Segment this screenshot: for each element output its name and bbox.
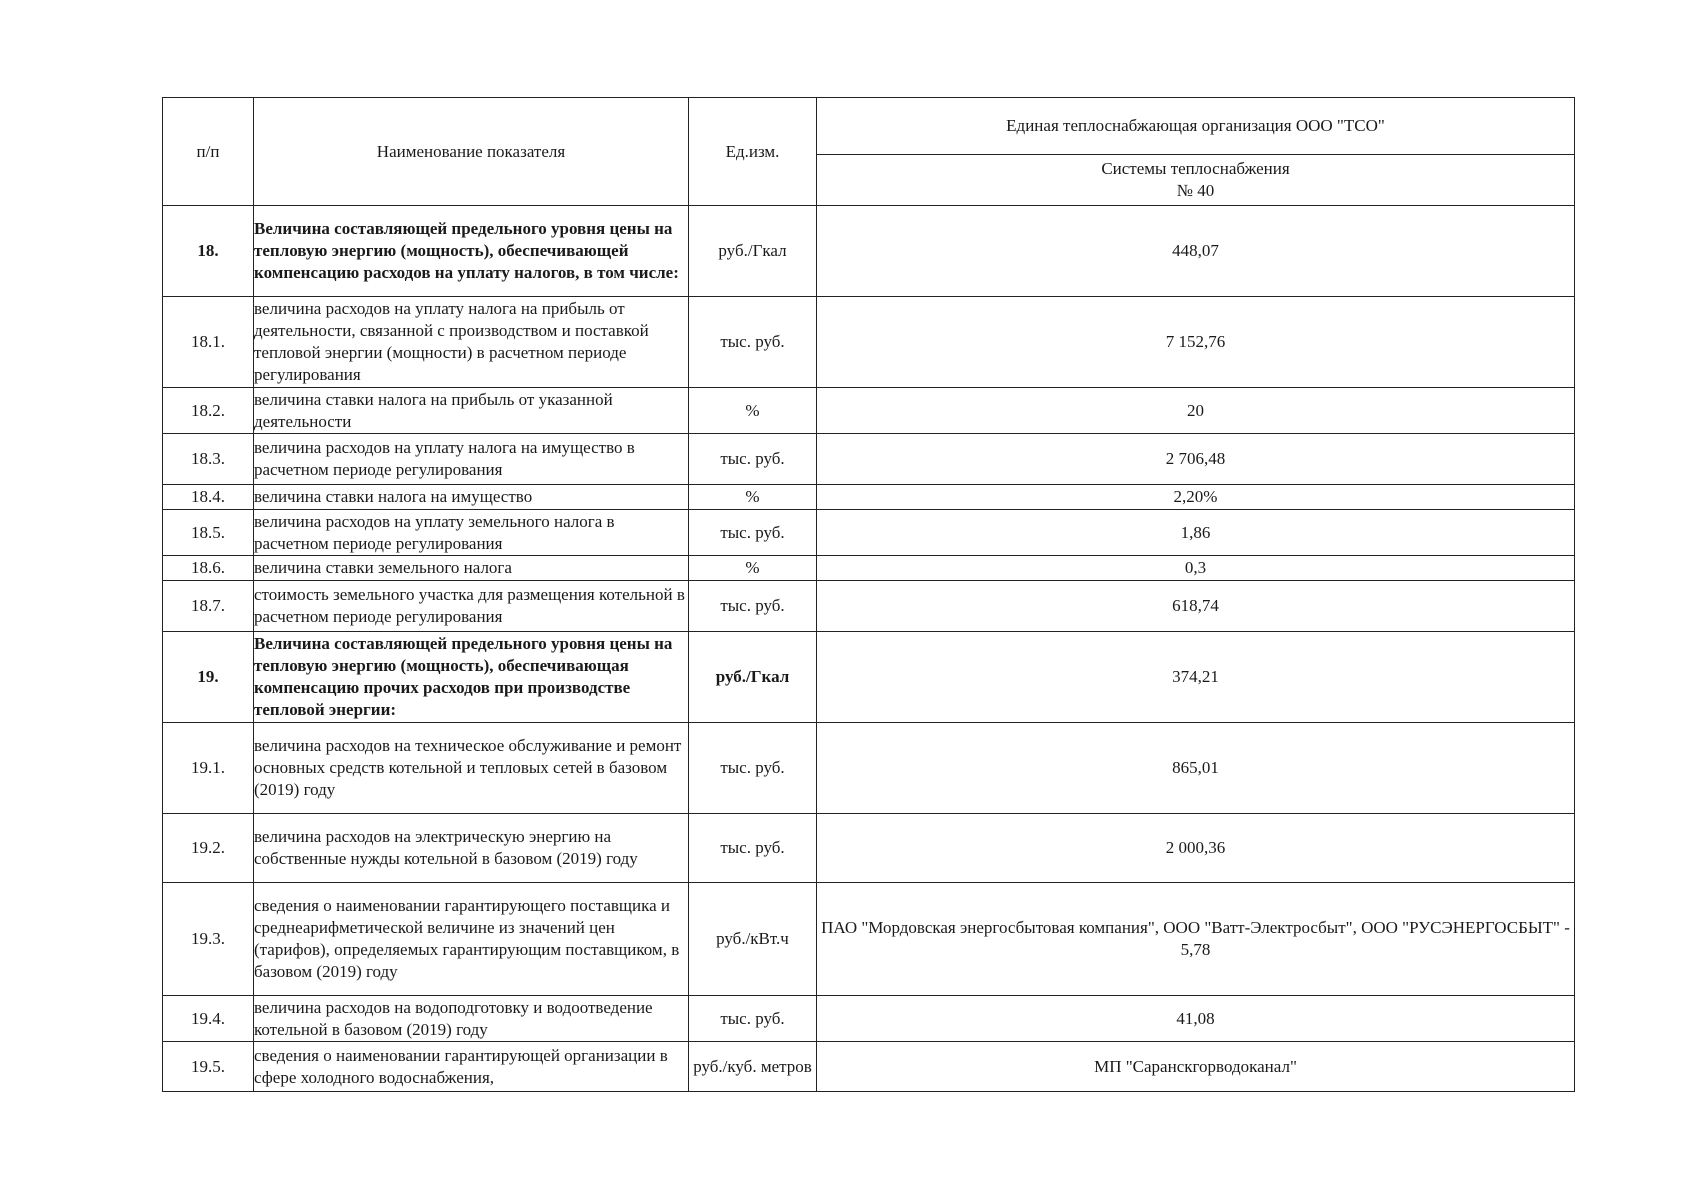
row-value: 618,74 (817, 581, 1575, 632)
row-unit: тыс. руб. (689, 297, 817, 388)
row-value: 2 000,36 (817, 814, 1575, 883)
header-unit: Ед.изм. (689, 98, 817, 206)
row-unit: тыс. руб. (689, 510, 817, 556)
row-number: 19. (163, 632, 254, 723)
row-value: 1,86 (817, 510, 1575, 556)
header-organization: Единая теплоснабжающая организация ООО "ТСО" (817, 98, 1575, 155)
table-row (163, 632, 1575, 723)
row-value: 2,20% (817, 485, 1575, 510)
row-number: 19.5. (163, 1042, 254, 1092)
row-number: 19.1. (163, 723, 254, 814)
row-value: 7 152,76 (817, 297, 1575, 388)
row-number: 18. (163, 206, 254, 297)
row-number: 18.7. (163, 581, 254, 632)
row-indicator-name: величина ставки налога на прибыль от указанной деятельности (254, 388, 689, 434)
row-unit: тыс. руб. (689, 814, 817, 883)
row-value: МП "Саранскгорводоканал" (817, 1042, 1575, 1092)
table-row (163, 510, 1575, 556)
row-indicator-name: величина расходов на уплату налога на имущество в расчетном периоде регулирования (254, 434, 689, 485)
table-row (163, 485, 1575, 510)
row-number: 18.4. (163, 485, 254, 510)
row-indicator-name: сведения о наименовании гарантирующего поставщика и среднеарифметической величине из значений цен (тарифов), определяемых гарантирующим поставщиком, в базовом (2019) году (254, 883, 689, 996)
row-indicator-name: величина расходов на водоподготовку и водоотведение котельной в базовом (2019) году (254, 996, 689, 1042)
row-indicator-name: величина ставки налога на имущество (254, 485, 689, 510)
row-value: 20 (817, 388, 1575, 434)
row-indicator-name: величина расходов на электрическую энергию на собственные нужды котельной в базовом (2019) году (254, 814, 689, 883)
row-number: 18.1. (163, 297, 254, 388)
table-row (163, 814, 1575, 883)
indicator-table (162, 97, 1575, 1092)
table-header-row (163, 98, 1575, 155)
row-indicator-name: величина ставки земельного налога (254, 556, 689, 581)
row-unit: тыс. руб. (689, 996, 817, 1042)
row-indicator-name: стоимость земельного участка для размещения котельной в расчетном периоде регулирования (254, 581, 689, 632)
table-row (163, 996, 1575, 1042)
row-value: ПАО "Мордовская энергосбытовая компания", ООО "Ватт-Электросбыт", ООО "РУСЭНЕРГОСБЫТ" - 5,78 (817, 883, 1575, 996)
row-indicator-name: величина расходов на уплату земельного налога в расчетном периоде регулирования (254, 510, 689, 556)
row-value: 374,21 (817, 632, 1575, 723)
row-value: 865,01 (817, 723, 1575, 814)
row-number: 19.3. (163, 883, 254, 996)
table-row (163, 434, 1575, 485)
table-row (163, 297, 1575, 388)
row-value: 448,07 (817, 206, 1575, 297)
table-row (163, 883, 1575, 996)
row-unit: тыс. руб. (689, 581, 817, 632)
row-indicator-name: Величина составляющей предельного уровня цены на тепловую энергию (мощность), обеспечивающей компенсацию расходов на уплату налогов, в том числе: (254, 206, 689, 297)
table-row (163, 556, 1575, 581)
header-heat-system-line2: № 40 (1176, 181, 1215, 200)
row-unit: % (689, 388, 817, 434)
row-indicator-name: величина расходов на техническое обслуживание и ремонт основных средств котельной и тепловых сетей в базовом (2019) году (254, 723, 689, 814)
row-unit: % (689, 556, 817, 581)
row-unit: руб./Гкал (689, 632, 817, 723)
header-number: п/п (163, 98, 254, 206)
header-heat-system (817, 155, 1575, 206)
row-unit: руб./кВт.ч (689, 883, 817, 996)
row-indicator-name: Величина составляющей предельного уровня цены на тепловую энергию (мощность), обеспечивающая компенсацию прочих расходов при производстве тепловой энергии: (254, 632, 689, 723)
table-row (163, 388, 1575, 434)
row-indicator-name: сведения о наименовании гарантирующей организации в сфере холодного водоснабжения, (254, 1042, 689, 1092)
table-row (163, 206, 1575, 297)
row-number: 18.2. (163, 388, 254, 434)
row-number: 18.6. (163, 556, 254, 581)
row-unit: тыс. руб. (689, 723, 817, 814)
row-number: 19.2. (163, 814, 254, 883)
row-value: 2 706,48 (817, 434, 1575, 485)
row-number: 19.4. (163, 996, 254, 1042)
table-row (163, 723, 1575, 814)
table-row (163, 1042, 1575, 1092)
header-indicator-name: Наименование показателя (254, 98, 689, 206)
row-unit: руб./Гкал (689, 206, 817, 297)
header-heat-system-line1: Системы теплоснабжения (1101, 159, 1290, 178)
row-unit: руб./куб. метров (689, 1042, 817, 1092)
row-value: 0,3 (817, 556, 1575, 581)
row-unit: % (689, 485, 817, 510)
row-indicator-name: величина расходов на уплату налога на прибыль от деятельности, связанной с производством и поставкой тепловой энергии (мощности) в расчетном периоде регулирования (254, 297, 689, 388)
row-number: 18.5. (163, 510, 254, 556)
row-number: 18.3. (163, 434, 254, 485)
row-unit: тыс. руб. (689, 434, 817, 485)
table-row (163, 581, 1575, 632)
row-value: 41,08 (817, 996, 1575, 1042)
